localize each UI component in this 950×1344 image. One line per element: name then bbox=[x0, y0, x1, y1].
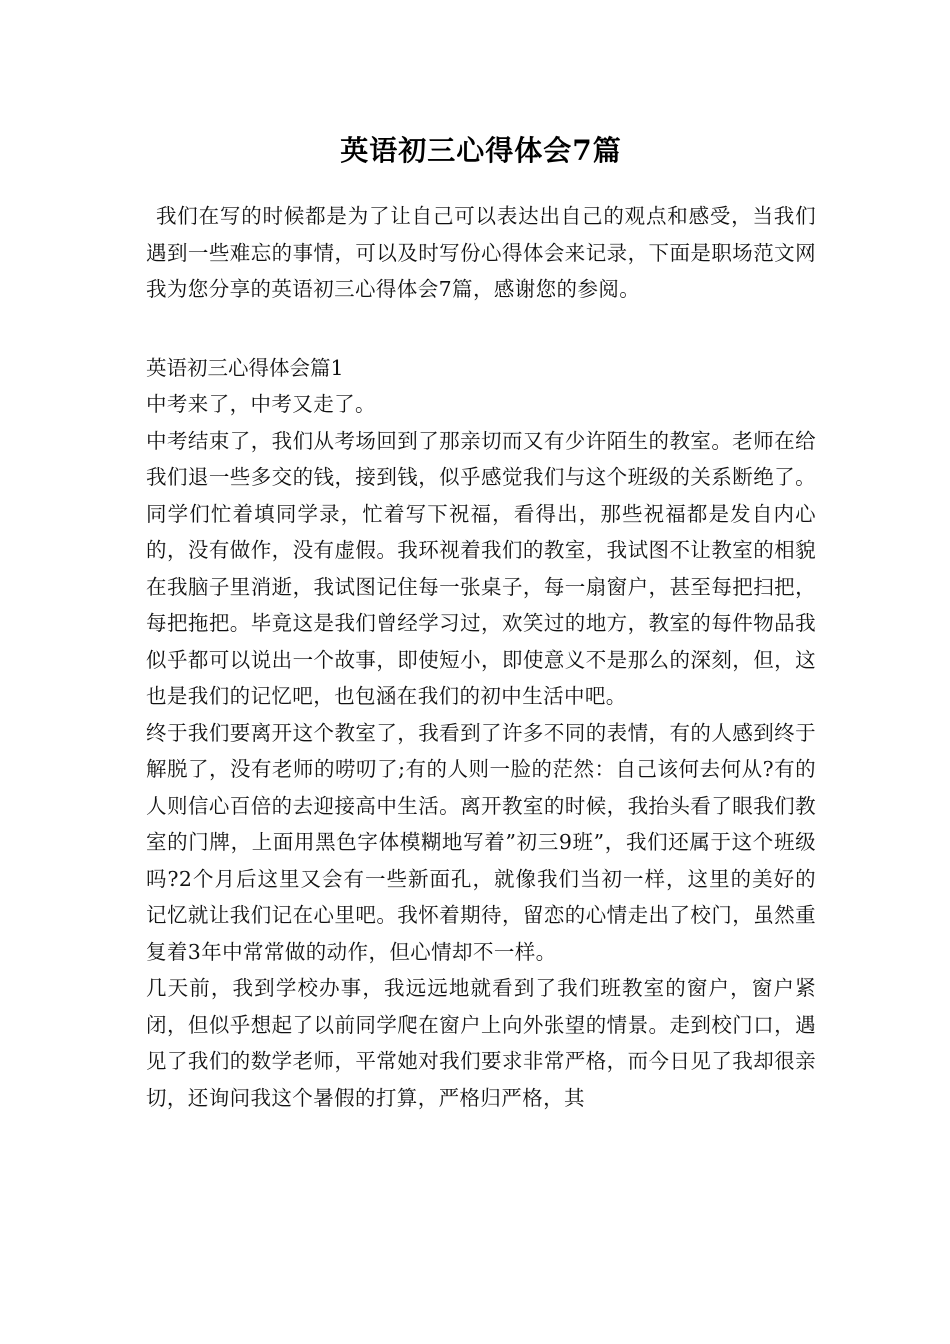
body-paragraph-1: 中考来了，中考又走了。 bbox=[146, 392, 376, 416]
body-paragraph-2: 中考结束了，我们从考场回到了那亲切而又有少许陌生的教室。老师在给我们退一些多交的钱，接到钱，似乎感觉我们与这个班级的关系断绝了。同学们忙着填同学录，忙着写下祝福，看得出，那些祝福都是发自内心的，没有做作，没有虚假。我环视着我们的教室，我试图不让教室的相貌在我脑子里消逝，我试图记住每一张桌子，每一扇窗户，甚至每把扫把，每把拖把。毕竟这是我们曾经学习过，欢笑过的地方，教室的每件物品我似乎都可以说出一个故事，即使短小，即使意义不是那么的深刻，但，这也是我们的记忆吧，也包涵在我们的初中生活中吧。 bbox=[146, 428, 816, 708]
body-paragraph-3: 终于我们要离开这个教室了，我看到了许多不同的表情，有的人感到终于解脱了，没有老师的唠叨了;有的人则一脸的茫然：自己该何去何从?有的人则信心百倍的去迎接高中生活。离开教室的时候，我抬头看了眼我们教室的门牌，上面用黑色字体模糊地写着”初三9班”，我们还属于这个班级吗?2个月后这里又会有一些新面孔，就像我们当初一样，这里的美好的记忆就让我们记在心里吧。我怀着期待，留恋的心情走出了校门，虽然重复着3年中常常做的动作，但心情却不一样。 bbox=[146, 720, 816, 964]
document-title: 英语初三心得体会7篇 bbox=[340, 134, 622, 167]
section-heading: 英语初三心得体会篇1 bbox=[146, 355, 344, 380]
document-page bbox=[146, 128, 816, 1116]
intro-paragraph: 我们在写的时候都是为了让自己可以表达出自己的观点和感受，当我们遇到一些难忘的事情，可以及时写份心得体会来记录，下面是职场范文网我为您分享的英语初三心得体会7篇，感谢您的参阅。 bbox=[146, 204, 816, 301]
body-paragraph-4: 几天前，我到学校办事，我远远地就看到了我们班教室的窗户，窗户紧闭，但似乎想起了以前同学爬在窗户上向外张望的情景。走到校门口，遇见了我们的数学老师，平常她对我们要求非常严格，而今日见了我却很亲切，还询问我这个暑假的打算，严格归严格，其 bbox=[146, 976, 816, 1110]
